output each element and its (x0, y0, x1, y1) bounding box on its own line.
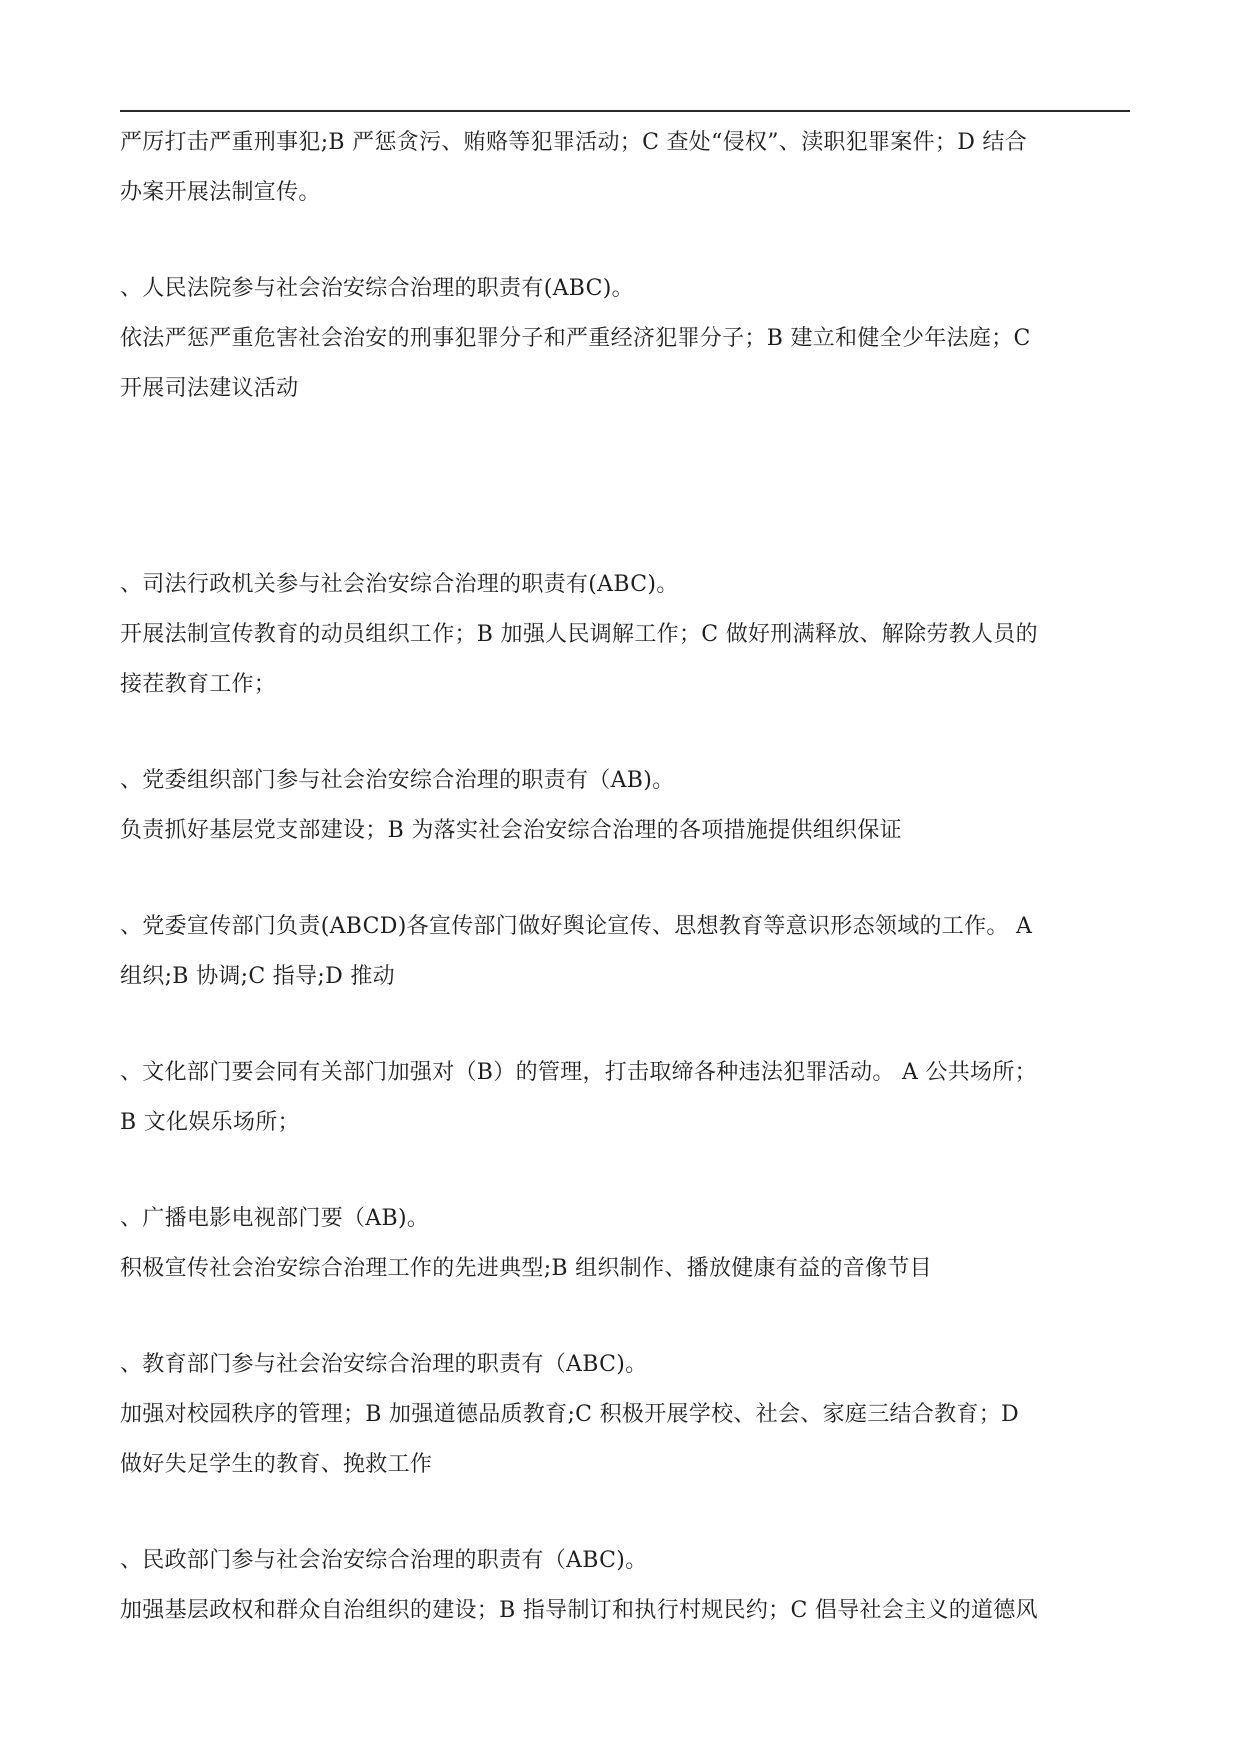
answer-line: 做好失足学生的教育、挽救工作 (120, 1452, 433, 1477)
question-line: 、民政部门参与社会治安综合治理的职责有（ABC)。 (120, 1548, 648, 1573)
answer-line: 接茬教育工作； (120, 672, 277, 697)
question-line: 、广播电影电视部门要（AB)。 (120, 1206, 430, 1231)
question-line: 、司法行政机关参与社会治安综合治理的职责有(ABC)。 (120, 572, 679, 597)
answer-line: 加强对校园秩序的管理；B 加强道德品质教育;C 积极开展学校、社会、家庭三结合教育；D (120, 1402, 1019, 1427)
paragraph-line: 严厉打击严重刑事犯;B 严惩贪污、贿赂等犯罪活动；C 查处“侵权”、渎职犯罪案件；D 结合 (120, 130, 1028, 155)
answer-line: 负责抓好基层党支部建设；B 为落实社会治安综合治理的各项措施提供组织保证 (120, 818, 902, 843)
question-line: 、党委组织部门参与社会治安综合治理的职责有（AB)。 (120, 768, 675, 793)
header-rule (120, 110, 1130, 112)
answer-line: 组织;B 协调;C 指导;D 推动 (120, 964, 395, 989)
answer-line: 积极宣传社会治安综合治理工作的先进典型;B 组织制作、播放健康有益的音像节目 (120, 1256, 932, 1281)
answer-line: 开展法制宣传教育的动员组织工作；B 加强人民调解工作；C 做好刑满释放、解除劳教人员的 (120, 622, 1038, 647)
question-line: 、党委宣传部门负责(ABCD)各宣传部门做好舆论宣传、思想教育等意识形态领域的工作。 A (120, 914, 1033, 939)
question-line: 、文化部门要会同有关部门加强对（B）的管理，打击取缔各种违法犯罪活动。 A 公共场所； (120, 1060, 1037, 1085)
answer-line: B 文化娱乐场所； (120, 1110, 300, 1135)
question-line: 、教育部门参与社会治安综合治理的职责有（ABC)。 (120, 1352, 648, 1377)
question-line: 、人民法院参与社会治安综合治理的职责有(ABC)。 (120, 276, 634, 301)
answer-line: 开展司法建议活动 (120, 376, 299, 401)
paragraph-line: 办案开展法制宣传。 (120, 180, 321, 205)
answer-line: 加强基层政权和群众自治组织的建设；B 指导制订和执行村规民约；C 倡导社会主义的道德风 (120, 1598, 1038, 1623)
answer-line: 依法严惩严重危害社会治安的刑事犯罪分子和严重经济犯罪分子；B 建立和健全少年法庭；C (120, 326, 1031, 351)
